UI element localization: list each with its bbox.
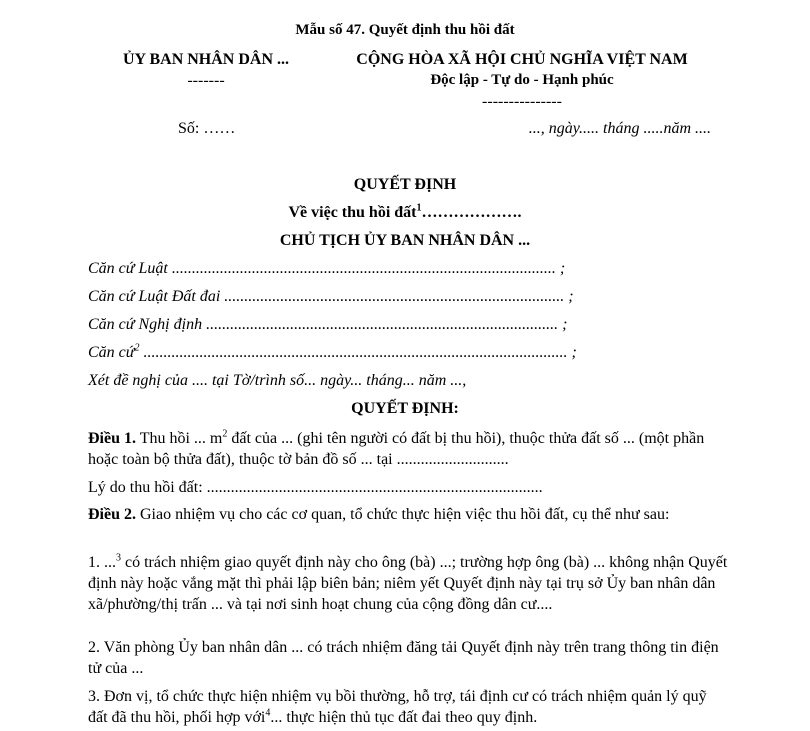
article-1-text-b: đất của ... (ghi tên người có đất bị thu hồi), thuộc thửa đất số ... (một phần hoặc toàn bộ thửa đất), thuộc tờ bản đồ số ... tại ............................ [88, 430, 705, 468]
decision-subject [0, 204, 810, 222]
superscript-2: 2 [222, 428, 228, 440]
date-line: ..., ngày..... tháng .....năm .... [528, 120, 711, 137]
footnote-ref-4: 4 [265, 707, 271, 719]
article-2-text: Giao nhiệm vụ cho các cơ quan, tổ chức thực hiện việc thu hồi đất, cụ thể như sau: [136, 506, 670, 523]
article-1-text-a: Thu hồi ... m [136, 430, 223, 447]
footnote-ref-3: 3 [116, 552, 121, 564]
task-3-text-b: ... thực hiện thủ tục đất đai theo quy định. [270, 709, 538, 726]
authority-heading: CHỦ TỊCH ỦY BAN NHÂN DÂN ... [279, 232, 531, 249]
basis-proposal: Xét đề nghị của .... tại Tờ/trình số... ngày... tháng... năm ..., [88, 372, 467, 389]
form-title: Mẫu số 47. Quyết định thu hồi đất [295, 22, 515, 38]
task-1-text-a: 1. ... [88, 554, 116, 571]
reason-line: Lý do thu hồi đất: .................................................................................... [88, 479, 543, 496]
national-title: CỘNG HÒA XÃ HỘI CHỦ NGHĨA VIỆT NAM [356, 51, 688, 68]
basis-land-law: Căn cứ Luật Đất đai ..................................................................................... ; [88, 288, 574, 305]
article-1-label: Điều 1. [88, 430, 136, 447]
subject-suffix: ………………. [421, 204, 522, 221]
footnote-ref-2: 2 [134, 342, 140, 354]
document-number: Số: …… [178, 120, 236, 137]
subject-prefix: Về việc thu hồi đất [288, 204, 417, 221]
basis-decree: Căn cứ Nghị định ........................................................................................ ; [88, 316, 568, 333]
decide-heading: QUYẾT ĐỊNH: [351, 400, 459, 417]
issuing-authority: ỦY BAN NHÂN DÂN ... [122, 51, 290, 68]
basis-other-dots: .......................................................................................................... ; [139, 344, 577, 361]
task-1 [88, 552, 728, 615]
task-3 [88, 686, 728, 728]
decision-title: QUYẾT ĐỊNH [353, 176, 457, 193]
left-divider: ------- [187, 72, 225, 89]
right-divider: --------------- [482, 93, 562, 110]
article-2 [88, 504, 728, 525]
article-2-label: Điều 2. [88, 506, 136, 523]
article-1 [88, 428, 728, 470]
basis-other [88, 344, 577, 362]
task-3-text-a: 3. Đơn vị, tổ chức thực hiện nhiệm vụ bồi thường, hỗ trợ, tái định cư có trách nhiệm quản lý quỹ đất đã thu hồi, phối hợp với [88, 688, 707, 726]
task-2: 2. Văn phòng Ủy ban nhân dân ... có trách nhiệm đăng tải Quyết định này trên trang thông tin điện tử của ... [88, 639, 719, 677]
footnote-ref-1: 1 [416, 202, 422, 214]
basis-other-label: Căn cứ [88, 344, 135, 361]
national-motto: Độc lập - Tự do - Hạnh phúc [430, 72, 614, 88]
task-1-text-b: có trách nhiệm giao quyết định này cho ông (bà) ...; trường hợp ông (bà) ... không nhận Quyết định này hoặc vắng mặt thì phải lập biên bản; niêm yết Quyết định này tại trụ sở Ủy ban nhân dân xã/phường/thị trấn ... và tại nơi sinh hoạt chung của cộng đồng dân cư.... [88, 554, 728, 613]
basis-law: Căn cứ Luật ................................................................................................ ; [88, 260, 566, 277]
